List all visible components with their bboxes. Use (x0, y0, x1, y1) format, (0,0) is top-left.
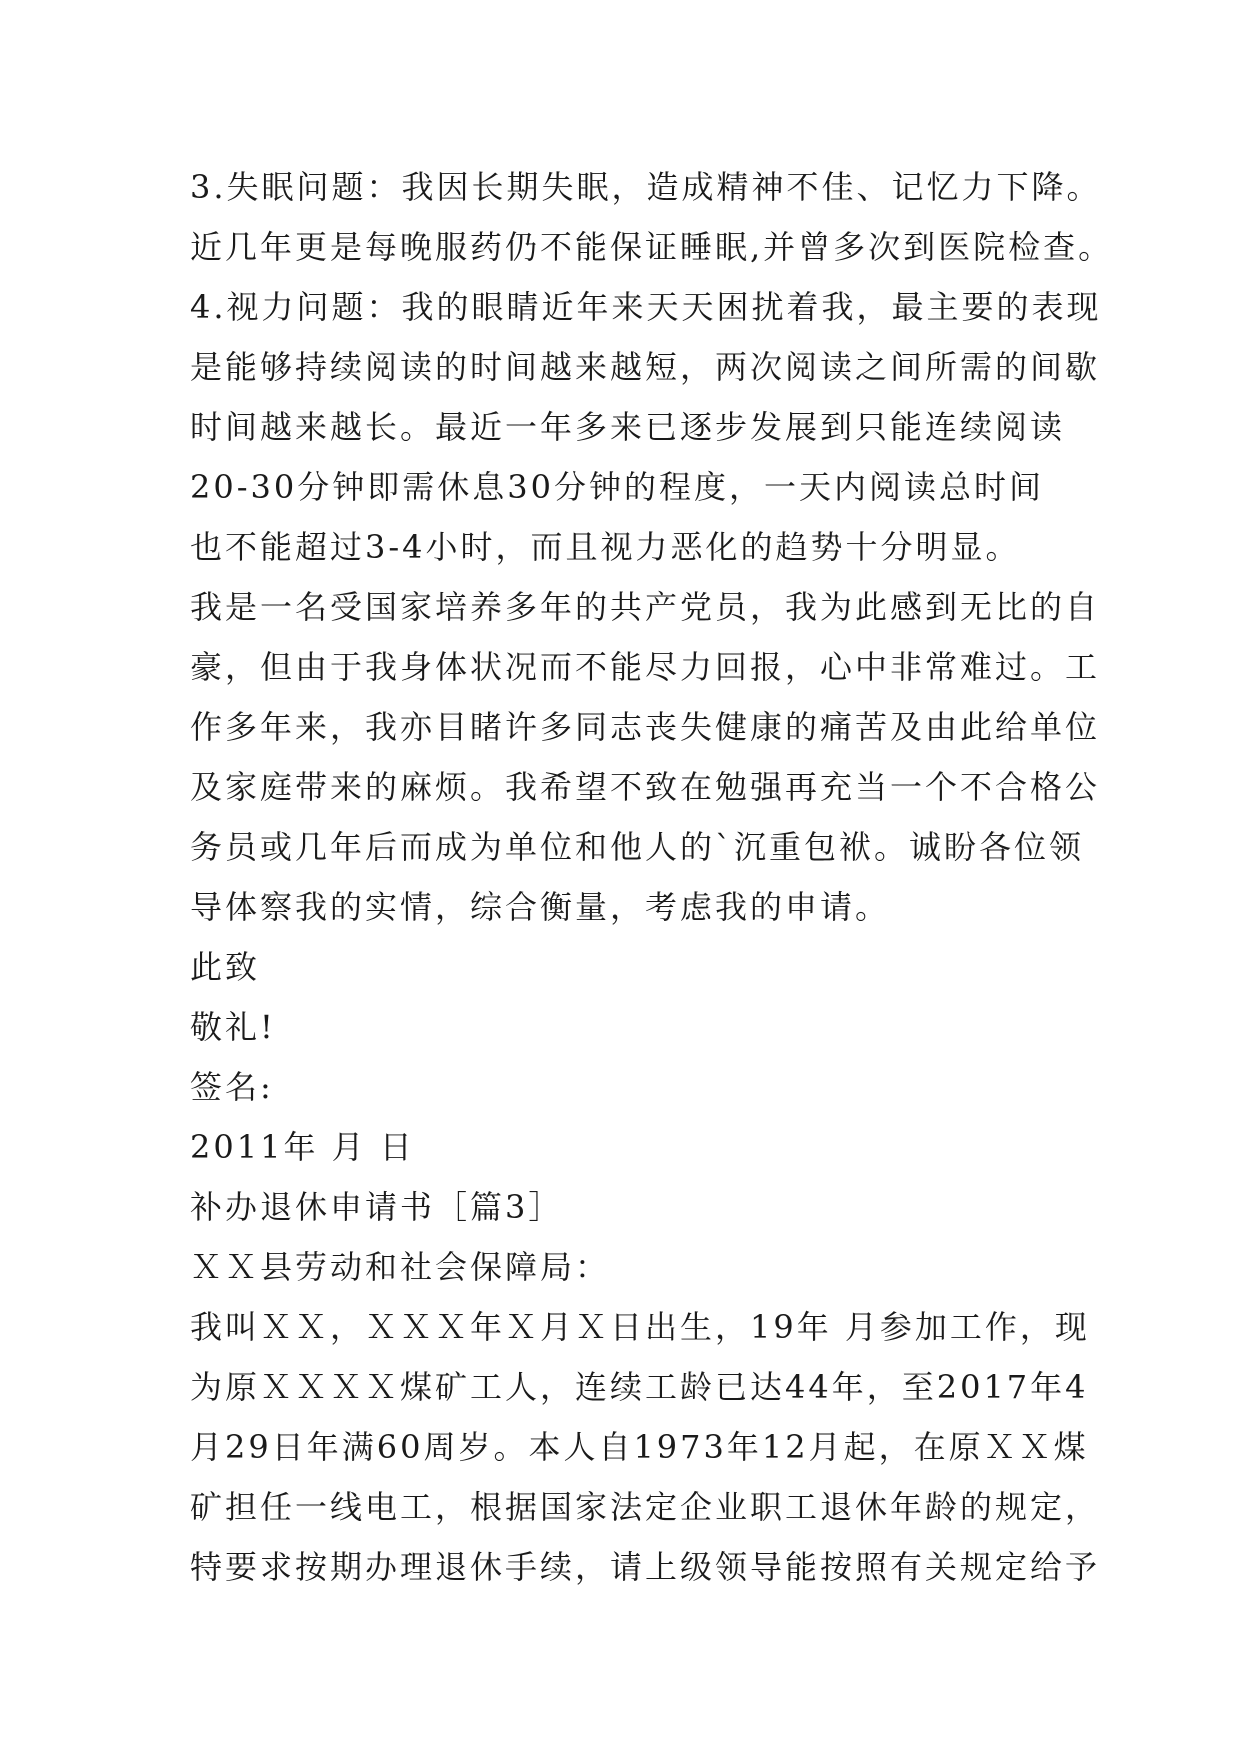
text-line: 导体察我的实情，综合衡量，考虑我的申请。 (190, 888, 891, 926)
text-line: 时间越来越长。最近一年多来已逐步发展到只能连续阅读 (190, 408, 1066, 446)
text-line: 我叫ＸＸ，ＸＸＸ年Ｘ月Ｘ日出生，19年 月参加工作，现 (190, 1308, 1090, 1346)
text-line: 3.失眠问题：我因长期失眠，造成精神不佳、记忆力下降。 (190, 168, 1102, 206)
text-line: 20-30分钟即需休息30分钟的程度，一天内阅读总时间 (190, 468, 1044, 506)
closing-salutation: 此致 (190, 948, 261, 986)
text-line: 务员或几年后而成为单位和他人的`沉重包袱。诚盼各位领 (190, 828, 1085, 866)
document-body (190, 165, 1190, 1605)
text-line: 作多年来，我亦目睹许多同志丧失健康的痛苦及由此给单位 (190, 708, 1101, 746)
closing-regards: 敬礼! (190, 1008, 276, 1046)
text-line: 是能够持续阅读的时间越来越短，两次阅读之间所需的间歇 (190, 348, 1101, 386)
text-line: 近几年更是每晚服药仍不能保证睡眠,并曾多次到医院检查。 (190, 228, 1114, 266)
signature-label: 签名: (190, 1068, 274, 1106)
text-line: 矿担任一线电工，根据国家法定企业职工退休年龄的规定， (190, 1488, 1101, 1526)
text-line: 为原ＸＸＸＸ煤矿工人，连续工龄已达44年，至2017年4 (190, 1368, 1089, 1406)
text-line: 4.视力问题：我的眼睛近年来天天困扰着我，最主要的表现 (190, 288, 1102, 326)
text-line: 也不能超过3-4小时，而且视力恶化的趋势十分明显。 (190, 528, 1021, 566)
text-line: 特要求按期办理退休手续，请上级领导能按照有关规定给予 (190, 1548, 1101, 1586)
date-line: 2011年 月 日 (190, 1128, 415, 1166)
text-line: 月29日年满60周岁。本人自1973年12月起，在原ＸＸ煤 (190, 1428, 1089, 1466)
text-line: 及家庭带来的麻烦。我希望不致在勉强再充当一个不合格公 (190, 768, 1101, 806)
addressee: ＸＸ县劳动和社会保障局： (190, 1248, 611, 1286)
text-line: 我是一名受国家培养多年的共产党员，我为此感到无比的自 (190, 588, 1101, 626)
text-line: 豪，但由于我身体状况而不能尽力回报，心中非常难过。工 (190, 648, 1101, 686)
section-title: 补办退休申请书［篇3］ (190, 1188, 564, 1226)
